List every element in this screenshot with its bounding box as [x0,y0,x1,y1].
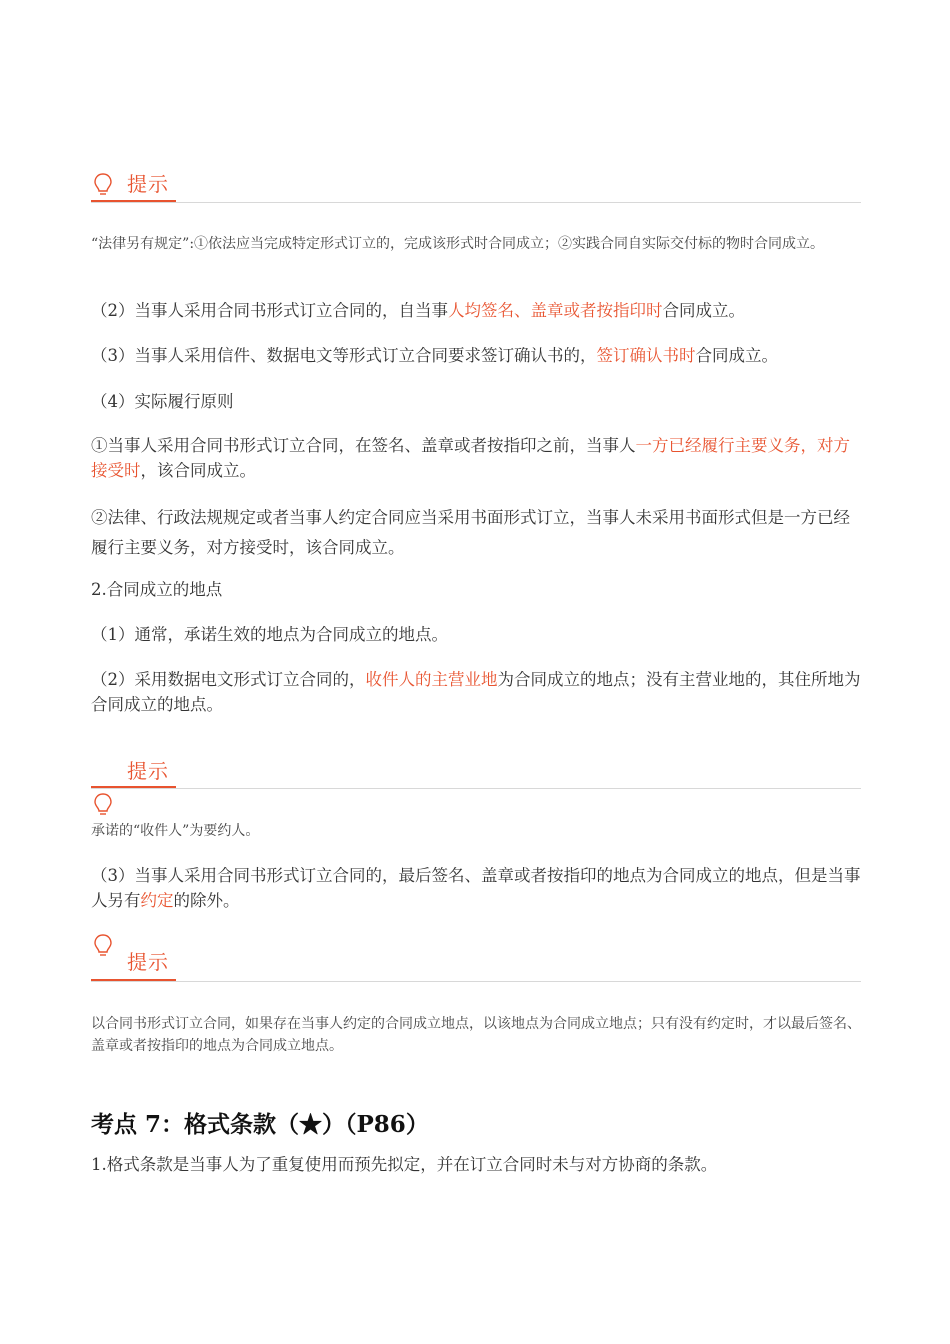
paragraph-s2-3: （3）当事人采用合同书形式订立合同的，最后签名、盖章或者按指印的地点为合同成立的地点，但是当事人另有约定的除外。 [91,866,861,910]
paragraph-4-2: ②法律、行政法规规定或者当事人约定合同应当采用书面形式订立，当事人未采用书面形式但是一方已经履行主要义务，对方接受时，该合同成立。 [91,508,850,557]
tip-title: 提示 [127,759,169,783]
paragraph-4: （4）实际履行原则 [91,392,234,411]
tip-divider [91,788,861,789]
paragraph-s2-1: （1）通常，承诺生效的地点为合同成立的地点。 [91,625,448,644]
paragraph-2: （2）当事人采用合同书形式订立合同的，自当事人均签名、盖章或者按指印时合同成立。 [91,301,745,320]
lightbulb-icon [93,792,113,818]
cropped-text-line [91,76,551,82]
paragraph-h1: 1.格式条款是当事人为了重复使用而预先拟定，并在订立合同时未与对方协商的条款。 [91,1155,718,1174]
lightbulb-icon [93,933,113,959]
tip-body: 以合同书形式订立合同，如果存在当事人约定的合同成立地点，以该地点为合同成立地点；只有没有约定时，才以最后签名、盖章或者按指印的地点为合同成立地点。 [91,1016,861,1054]
tip-divider [91,981,861,982]
paragraph-s2-2: （2）采用数据电文形式订立合同的，收件人的主营业地为合同成立的地点；没有主营业地的，其住所地为合同成立的地点。 [91,670,861,714]
section-heading: 考点 7：格式条款（★）（P86） [91,1111,429,1138]
paragraph-4-1: ①当事人采用合同书形式订立合同，在签名、盖章或者按指印之前，当事人一方已经履行主要义务，对方接受时，该合同成立。 [91,436,850,480]
lightbulb-icon [93,172,113,198]
tip-body: 承诺的“收件人”为要约人。 [91,823,260,839]
tip-title: 提示 [127,172,169,196]
section-2-title: 2.合同成立的地点 [91,580,223,599]
paragraph-3: （3）当事人采用信件、数据电文等形式订立合同要求签订确认书的，签订确认书时合同成立。 [91,346,778,365]
tip-title: 提示 [127,950,169,974]
tip-body: “法律另有规定”:①依法应当完成特定形式订立的，完成该形式时合同成立；②实践合同自实际交付标的物时合同成立。 [91,236,825,252]
tip-divider [91,202,861,203]
